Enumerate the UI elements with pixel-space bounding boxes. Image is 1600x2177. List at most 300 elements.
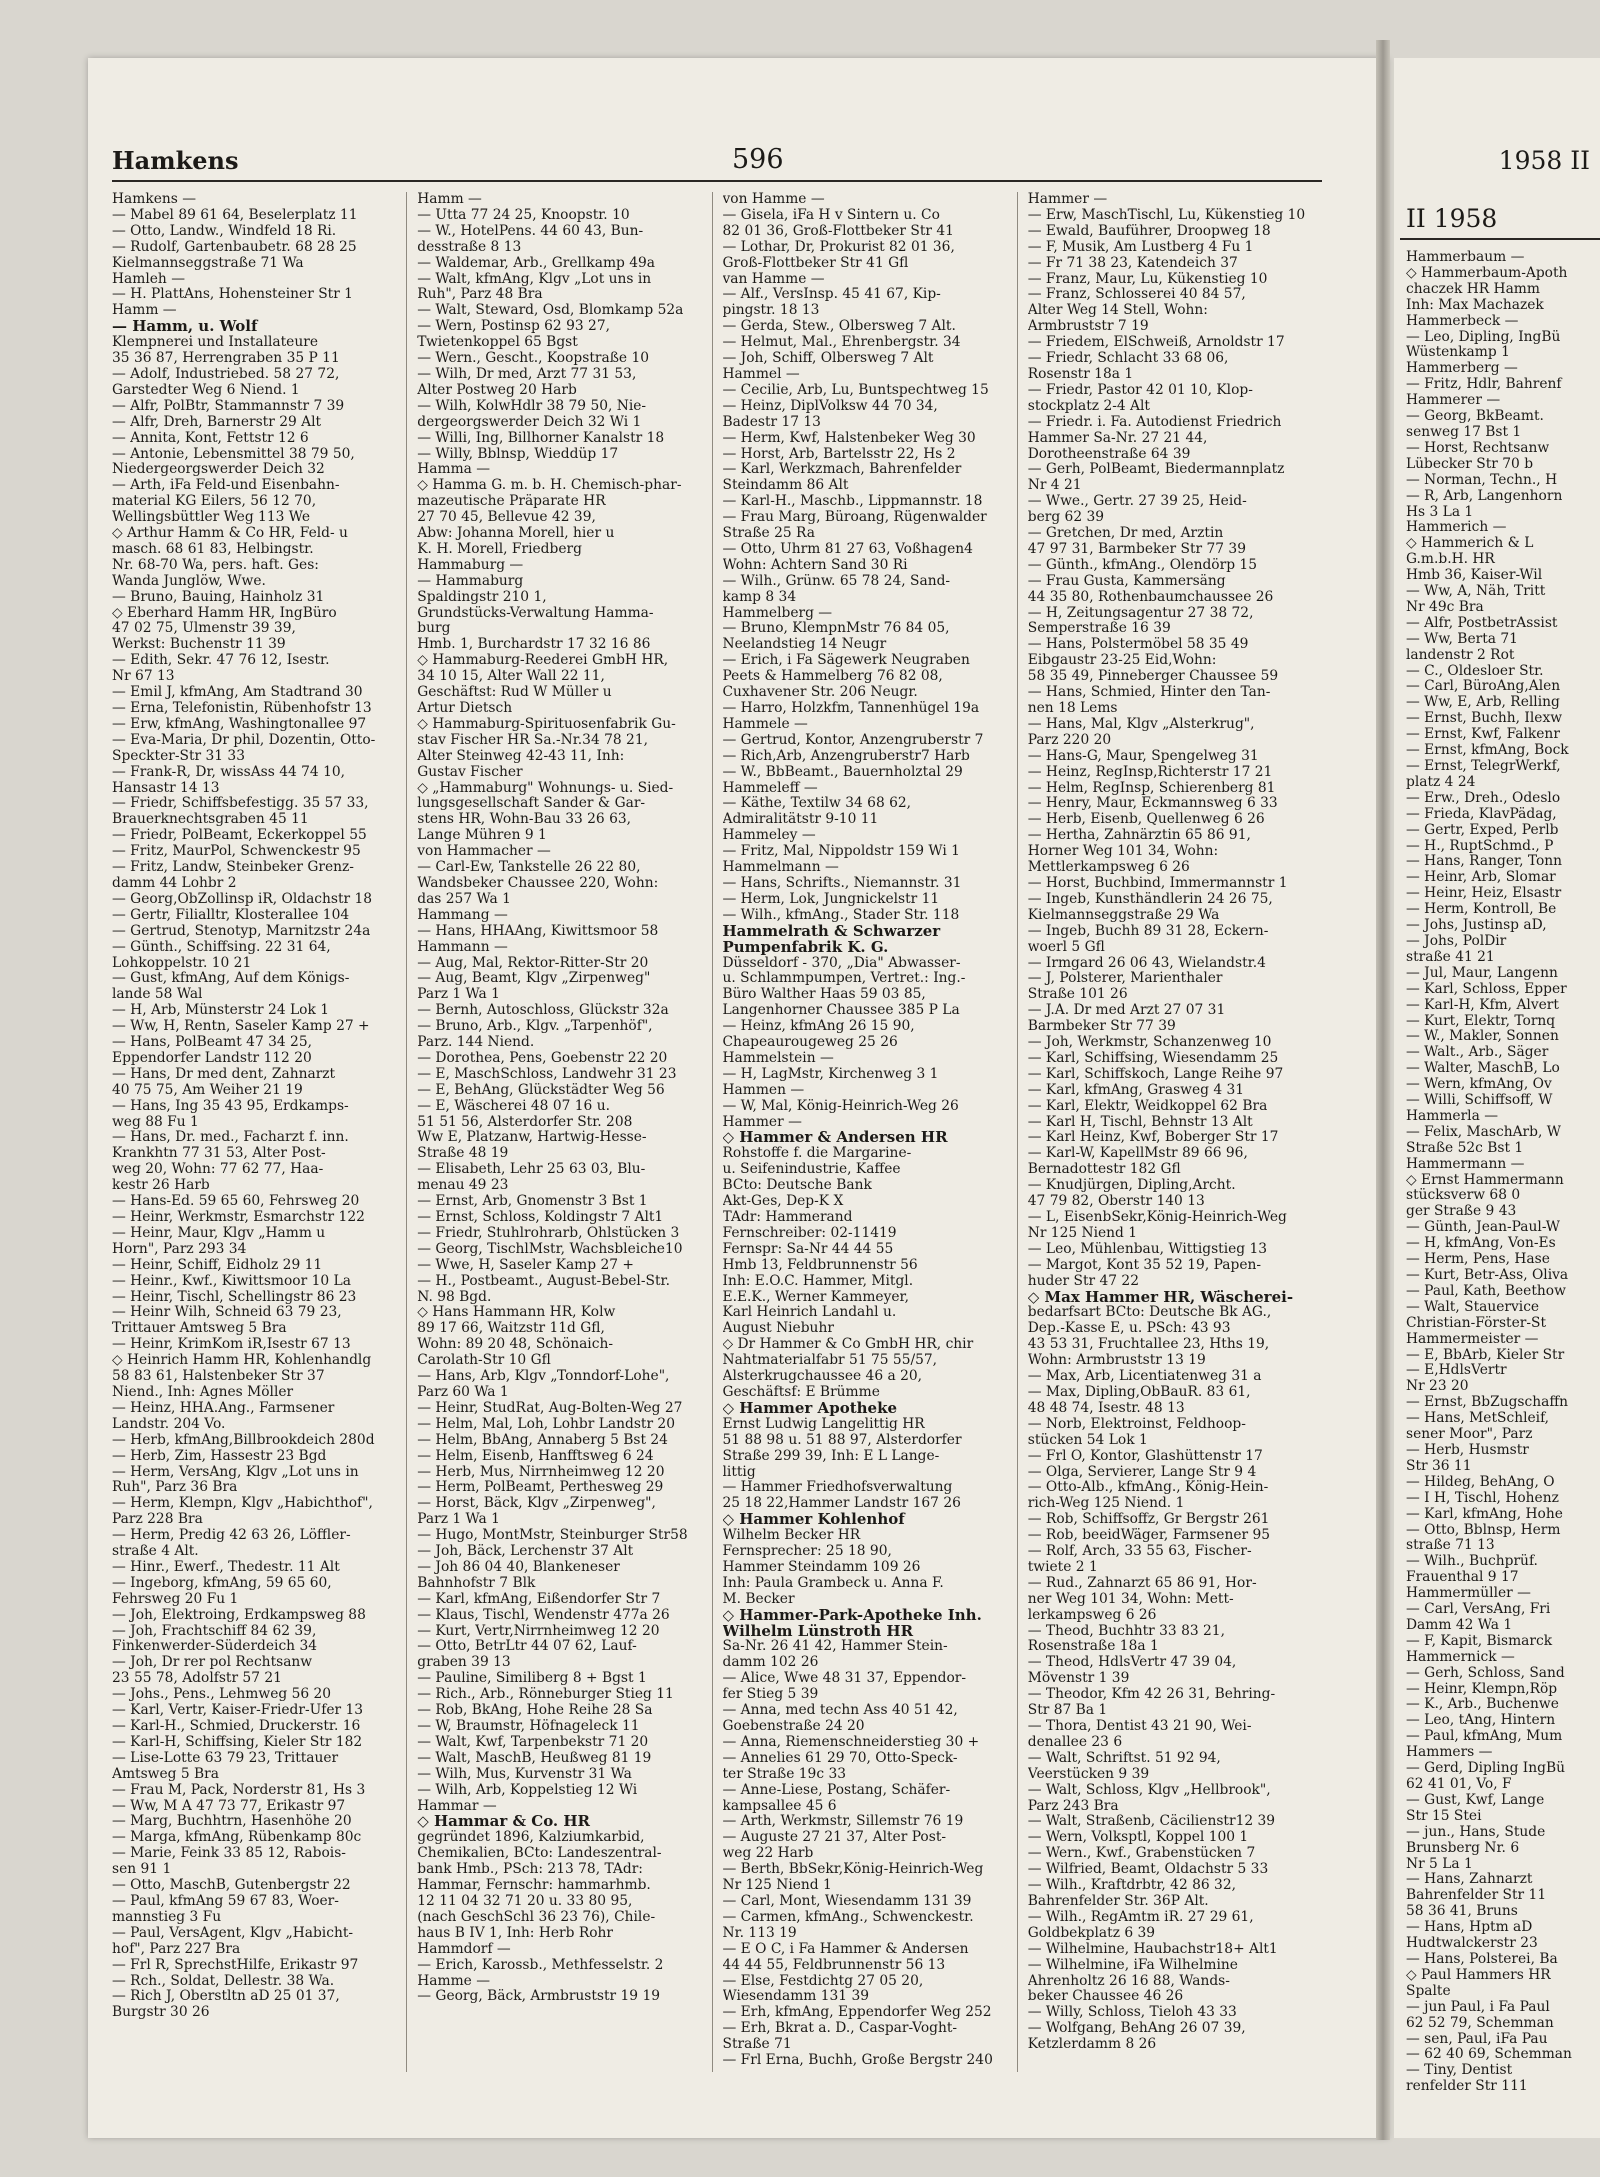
directory-entry: — Günth., Schiffsing. 22 31 64, — [112, 939, 331, 955]
directory-entry: Inh: Paula Grambeck u. Anna F. — [722, 1575, 944, 1591]
directory-entry: ◇ Max Hammer HR, Wäscherei- — [1027, 1289, 1294, 1306]
adjacent-entry: — Hans, Ranger, Tonn — [1406, 854, 1563, 870]
directory-entry: — Hammer Friedhofsverwaltung — [722, 1480, 953, 1496]
directory-entry: — Hans, Dr med dent, Zahnarzt — [112, 1066, 336, 1082]
adjacent-entry: — H, kfmAng, Von-Es — [1406, 1236, 1556, 1252]
directory-entry: — Hammaburg — [417, 573, 524, 589]
directory-entry: — Rich J, Oberstltn aD 25 01 37, — [112, 1989, 340, 2005]
directory-entry: — Karl, Vertr, Kaiser-Friedr-Ufer 13 — [112, 1703, 364, 1719]
directory-entry: — Hans, HHAAng, Kiwittsmoor 58 — [417, 923, 659, 939]
directory-entry: — Ingeb, Buchh 89 31 28, Eckern- — [1027, 923, 1269, 939]
directory-entry: Straße 101 26 — [1027, 987, 1128, 1003]
directory-entry: u. Seifenindustrie, Kaffee — [722, 1162, 901, 1178]
directory-entry: Dorotheenstraße 64 39 — [1027, 446, 1191, 462]
directory-entry: — Ingeborg, kfmAng, 59 65 60, — [112, 1575, 332, 1591]
directory-entry: — W., HotelPens. 44 60 43, Bun- — [417, 223, 644, 239]
adjacent-entry: — Willi, Schiffsoff, W — [1406, 1093, 1553, 1109]
adjacent-entry: sener Moor", Parz — [1406, 1427, 1533, 1443]
adjacent-entry: — Gertr, Exped, Perlb — [1406, 822, 1559, 838]
adjacent-entry: — Hildeg, BehAng, O — [1406, 1474, 1555, 1490]
directory-entry: Hammann — — [417, 939, 508, 955]
directory-entry: Parz 60 Wa 1 — [417, 1384, 509, 1400]
directory-entry: Hammar — — [417, 1798, 497, 1814]
directory-entry: — Rob, beeidWäger, Farmsener 95 — [1027, 1528, 1271, 1544]
directory-entry: — W., BbBeamt., Bauernholztal 29 — [722, 764, 963, 780]
directory-entry: — Erich, i Fa Sägewerk Neugraben — [722, 653, 970, 669]
directory-entry: — E, MaschSchloss, Landwehr 31 23 — [417, 1066, 677, 1082]
directory-entry: — H, Zeitungsagentur 27 38 72, — [1027, 605, 1254, 621]
directory-entry: Ketzlerdamm 8 26 — [1027, 2037, 1157, 2053]
adjacent-entry: — Heinr, Heiz, Elsastr — [1406, 886, 1562, 902]
directory-entry: Nr 125 Niend 1 — [1027, 1225, 1138, 1241]
directory-entry: Hammer Steindamm 109 26 — [722, 1559, 921, 1575]
directory-entry: Alsterkrugchaussee 46 a 20, — [722, 1369, 923, 1385]
directory-entry: — Klaus, Tischl, Wendenstr 477a 26 — [417, 1607, 670, 1623]
directory-entry: — Wilh., Grünw. 65 78 24, Sand- — [722, 573, 951, 589]
directory-entry: — Max, Arb, Licentiatenweg 31 a — [1027, 1369, 1262, 1385]
directory-entry: — Rich,Arb, Anzengruberstr7 Harb — [722, 748, 970, 764]
adjacent-entry: — Ww, E, Arb, Relling — [1406, 695, 1560, 711]
directory-entry: Carolath-Str 10 Gfl — [417, 1353, 551, 1369]
adjacent-entry: Wüstenkamp 1 — [1406, 345, 1510, 361]
directory-entry: Hamleh — — [112, 271, 185, 287]
directory-entry: Cuxhavener Str. 206 Neugr. — [722, 685, 918, 701]
directory-entry: — Karl-H., Maschb., Lippmannstr. 18 — [722, 494, 983, 510]
adjacent-entry: — F, Kapit, Bismarck — [1406, 1633, 1553, 1649]
directory-entry: — Karl-W, KapellMstr 89 66 96, — [1027, 1146, 1248, 1162]
directory-entry: 35 36 87, Herrengraben 35 P 11 — [112, 351, 340, 367]
adjacent-entry: — Tiny, Dentist — [1406, 2063, 1513, 2079]
directory-entry: — Fritz, MaurPol, Schwenckestr 95 — [112, 844, 361, 860]
directory-entry: 51 51 56, Alsterdorfer Str. 208 — [417, 1114, 633, 1130]
directory-entry: — Käthe, Textilw 34 68 62, — [722, 796, 912, 812]
directory-entry: — Herm, Klempn, Klgv „Habichthof", — [112, 1496, 373, 1512]
directory-entry: — Rich., Arb., Rönneburger Stieg 11 — [417, 1687, 674, 1703]
directory-entry: — Annelies 61 29 70, Otto-Speck- — [722, 1750, 958, 1766]
directory-entry: Ww E, Platzanw, Hartwig-Hesse- — [417, 1130, 647, 1146]
directory-entry: Badestr 17 13 — [722, 414, 821, 430]
directory-entry: — Kurt, Vertr,Nirrnheimweg 12 20 — [417, 1623, 660, 1639]
adjacent-entry: Hammermeister — — [1406, 1331, 1539, 1347]
directory-entry: desstraße 8 13 — [417, 239, 522, 255]
directory-entry: Straße 48 19 — [417, 1146, 509, 1162]
directory-entry: kestr 26 Harb — [112, 1178, 210, 1194]
directory-entry: — Thora, Dentist 43 21 90, Wei- — [1027, 1719, 1252, 1734]
adjacent-entry: — Otto, Bblnsp, Herm — [1406, 1522, 1561, 1538]
directory-entry: 48 48 74, Isestr. 48 13 — [1027, 1400, 1185, 1416]
directory-entry: — Karl, Elektr, Weidkoppel 62 Bra — [1027, 1098, 1268, 1114]
directory-entry: hof", Parz 227 Bra — [112, 1941, 241, 1957]
directory-entry: — Aug, Mal, Rektor-Ritter-Str 20 — [417, 955, 649, 971]
adjacent-entry: — Karl, Schloss, Epper — [1406, 981, 1567, 997]
directory-entry: E.E.K., Werner Kammeyer, — [722, 1289, 910, 1305]
directory-entry: pingstr. 18 13 — [722, 303, 820, 319]
directory-entry: — Olga, Servierer, Lange Str 9 4 — [1027, 1464, 1257, 1480]
directory-entry: 25 18 22,Hammer Landstr 167 26 — [722, 1496, 961, 1512]
directory-entry: denallee 23 6 — [1027, 1734, 1123, 1750]
directory-entry: kampsallee 45 6 — [722, 1798, 837, 1814]
directory-entry: — Carmen, kfmAng., Schwenckestr. — [722, 1909, 974, 1925]
directory-entry: Wohn: Armbruststr 13 19 — [1027, 1353, 1206, 1369]
directory-entry: Straße 299 39, Inh: E L Lange- — [722, 1448, 940, 1464]
directory-entry: — Gertrud, Stenotyp, Marnitzstr 24a — [112, 923, 371, 939]
directory-entry: Büro Walther Haas 59 03 85, — [722, 987, 926, 1003]
directory-entry: — Carl-Ew, Tankstelle 26 22 80, — [417, 860, 641, 876]
directory-entry: Admiralitätstr 9-10 11 — [722, 812, 879, 828]
adjacent-entry: stücksverw 68 0 — [1406, 1188, 1521, 1204]
directory-entry: — Walt, Kwf, Tarpenbekstr 71 20 — [417, 1734, 649, 1750]
adjacent-entry: — Ernst, TelegrWerkf, — [1406, 759, 1561, 774]
directory-entry: Straße 25 Ra — [722, 526, 815, 542]
directory-entry: Akt-Ges, Dep-K X — [722, 1194, 844, 1210]
directory-entry: 34 10 15, Alter Wall 22 11, — [417, 669, 605, 685]
adjacent-entry: Hammerich — — [1406, 520, 1507, 536]
directory-entry: — H., Postbeamt., August-Bebel-Str. — [417, 1273, 670, 1289]
directory-entry: Inh: E.O.C. Hammer, Mitgl. — [722, 1273, 914, 1289]
directory-entry: — Theod, HdlsVertr 47 39 04, — [1027, 1655, 1237, 1671]
directory-entry: Eibgaustr 23-25 Eid,Wohn: — [1027, 653, 1217, 669]
directory-entry: — Margot, Kont 35 52 19, Papen- — [1027, 1257, 1262, 1273]
directory-entry: Wilhelm Becker HR — [722, 1528, 861, 1544]
adjacent-entry: ◇ Paul Hammers HR — [1406, 1967, 1551, 1983]
directory-entry: — Alfr, PolBtr, Stammannstr 7 39 — [112, 398, 345, 414]
directory-entry: — Karl, Schiffskoch, Lange Reihe 97 — [1027, 1066, 1284, 1082]
directory-entry: — Otto, Landw., Windfeld 18 Ri. — [112, 223, 337, 239]
adjacent-entry: Hmb 36, Kaiser-Wil — [1406, 568, 1543, 584]
directory-entry: — Rob, Schiffsoffz, Gr Bergstr 261 — [1027, 1512, 1270, 1528]
directory-entry: Ernst Ludwig Langelittig HR — [722, 1416, 925, 1432]
directory-entry: — Wilfried, Beamt, Oldachstr 5 33 — [1027, 1862, 1269, 1878]
directory-entry: — Karl, kfmAng, Grasweg 4 31 — [1027, 1082, 1245, 1098]
directory-entry: — Erich, Karossb., Methfesselstr. 2 — [417, 1957, 664, 1973]
directory-entry: — Karl, Werkzmach, Bahrenfelder — [722, 462, 962, 478]
directory-entry: — E O C, i Fa Hammer & Andersen — [722, 1941, 969, 1957]
adjacent-entry: — sen, Paul, iFa Pau — [1406, 2031, 1548, 2047]
directory-entry: Dep.-Kasse E, u. PSch: 43 93 — [1027, 1321, 1231, 1337]
directory-entry: Wandsbeker Chaussee 220, Wohn: — [417, 875, 659, 891]
adjacent-entry: renfelder Str 111 — [1406, 2079, 1528, 2095]
adjacent-entry: — 62 40 69, Schemman — [1406, 2047, 1572, 2063]
directory-entry: 51 88 98 u. 51 88 97, Alsterdorfer — [722, 1432, 962, 1448]
directory-entry: Hammelstein — — [722, 1050, 834, 1066]
directory-entry: Amtsweg 5 Bra — [112, 1766, 219, 1782]
directory-entry: — Heinr, Schiff, Eidholz 29 11 — [112, 1257, 323, 1273]
directory-columns — [112, 192, 1322, 2072]
directory-entry: 40 75 75, Am Weiher 21 19 — [112, 1082, 303, 1098]
directory-entry: Horner Weg 101 34, Wohn: — [1027, 844, 1219, 860]
directory-entry: — Walt, MaschB, Heußweg 81 19 — [417, 1750, 652, 1766]
directory-entry: 43 53 31, Fruchtallee 23, Hths 19, — [1027, 1337, 1270, 1353]
adjacent-entry: — Ernst, BbZugschaffn — [1406, 1395, 1569, 1411]
directory-entry: — Walt, Schloss, Klgv „Hellbrook", — [1027, 1782, 1271, 1798]
directory-entry: Hammelrath & Schwarzer — [722, 923, 941, 940]
adjacent-page-header: II 1958 — [1406, 204, 1498, 233]
adjacent-entry: Str 36 11 — [1406, 1458, 1472, 1474]
directory-entry: — Frank-R, Dr, wissAss 44 74 10, — [112, 764, 346, 780]
directory-entry: — Willi, Ing, Billhorner Kanalstr 18 — [417, 430, 665, 446]
directory-entry: Wanda Junglöw, Wwe. — [112, 573, 266, 589]
directory-entry: — Ewald, Bauführer, Droopweg 18 — [1027, 223, 1271, 239]
adjacent-entry: — Hans, Zahnarzt — [1406, 1872, 1533, 1888]
directory-entry: Hammer — — [722, 1114, 802, 1130]
directory-entry: — Mabel 89 61 64, Beselerplatz 11 — [112, 207, 358, 223]
directory-entry: Langenhorner Chaussee 385 P La — [722, 1003, 960, 1019]
directory-entry: — Wilhelmine, Haubachstr18+ Alt1 — [1027, 1941, 1278, 1957]
column-2 — [417, 192, 712, 2072]
directory-entry: ◇ Hammer & Andersen HR — [722, 1130, 948, 1147]
directory-entry: Parz 243 Bra — [1027, 1798, 1119, 1814]
directory-entry: weg 22 Harb — [722, 1846, 814, 1862]
directory-entry: — Edith, Sekr. 47 76 12, Isestr. — [112, 653, 330, 669]
directory-entry: — Bruno, Bauing, Hainholz 31 — [112, 589, 325, 605]
adjacent-entry: — Alfr, PostbetrAssist — [1406, 615, 1558, 631]
directory-entry: ◇ Hammer Apotheke — [722, 1400, 898, 1417]
directory-entry: — Anna, Riemenschneiderstieg 30 + — [722, 1734, 980, 1750]
adjacent-entry: — Herm, Pens, Hase — [1406, 1252, 1550, 1268]
directory-entry: 44 35 80, Rothenbaumchaussee 26 — [1027, 589, 1274, 605]
directory-entry: von Hammacher — — [417, 844, 551, 860]
directory-entry: — Horst, Buchbind, Immermannstr 1 — [1027, 875, 1288, 891]
adjacent-entry: platz 4 24 — [1406, 774, 1476, 790]
directory-entry: — Frau Gusta, Kammersäng — [1027, 573, 1226, 589]
directory-entry: Veerstücken 9 39 — [1027, 1766, 1150, 1782]
directory-entry: Gustav Fischer — [417, 764, 523, 780]
directory-entry: stücken 54 Lok 1 — [1027, 1432, 1148, 1448]
directory-entry: Wohn: Achtern Sand 30 Ri — [722, 557, 908, 573]
adjacent-entry: — Walter, MaschB, Lo — [1406, 1061, 1560, 1077]
directory-entry: — Wilh., kfmAng., Stader Str. 118 — [722, 907, 960, 923]
directory-entry: Fernspr: Sa-Nr 44 44 55 — [722, 1241, 894, 1257]
directory-entry: Str 87 Ba 1 — [1027, 1703, 1108, 1719]
directory-entry: menau 49 23 — [417, 1178, 509, 1194]
directory-entry: — Fritz, Landw, Steinbeker Grenz- — [112, 860, 354, 876]
adjacent-entry: — jun Paul, i Fa Paul — [1406, 1999, 1550, 2015]
adjacent-entry: G.m.b.H. HR — [1406, 552, 1495, 568]
adjacent-entry: — Karl-H, Kfm, Alvert — [1406, 997, 1559, 1013]
edition-year: 1958 II — [1498, 146, 1590, 175]
directory-entry: — Friedr, PolBeamt, Eckerkoppel 55 — [112, 828, 367, 844]
directory-entry: huder Str 47 22 — [1027, 1273, 1139, 1289]
directory-entry: — Heinr., Kwf., Kiwittsmoor 10 La — [112, 1273, 351, 1289]
directory-entry: — Helm, BbAng, Annaberg 5 Bst 24 — [417, 1432, 668, 1448]
directory-entry: — Heinz, DiplVolksw 44 70 34, — [722, 398, 938, 414]
directory-entry: — Georg, Bäck, Armbruststr 19 19 — [417, 1989, 661, 2005]
directory-entry: — Marg, Buchhtrn, Hasenhöhe 20 — [112, 1814, 352, 1830]
directory-entry: — Hans, Schmied, Hinter den Tan- — [1027, 685, 1271, 701]
directory-entry: — Karl H, Tischl, Behnstr 13 Alt — [1027, 1114, 1253, 1130]
adjacent-entry: Spalte — [1406, 1983, 1451, 1999]
directory-entry: Düsseldorf - 370, „Dia" Abwasser- — [722, 955, 961, 971]
directory-entry: — Georg, TischlMstr, Wachsbleiche10 — [417, 1241, 683, 1257]
adjacent-entry: — Leo, Dipling, IngBü — [1406, 329, 1561, 345]
directory-entry: — Joh, Elektroing, Erdkampsweg 88 — [112, 1607, 366, 1623]
directory-entry: — Helm, RegInsp, Schierenberg 81 — [1027, 780, 1276, 796]
directory-entry: — Frau Marg, Büroang, Rügenwalder — [722, 510, 987, 526]
adjacent-entry: — Jul, Maur, Langenn — [1406, 965, 1558, 981]
directory-entry: — Wern., Gescht., Koopstraße 10 — [417, 351, 650, 367]
directory-entry: — Wilhelmine, iFa Wilhelmine — [1027, 1957, 1238, 1973]
adjacent-page-text — [1406, 250, 1600, 2095]
directory-entry: — Alfr, Dreh, Barnerstr 29 Alt — [112, 414, 322, 430]
directory-entry: Burgstr 30 26 — [112, 2005, 210, 2021]
directory-entry: Hamma — — [417, 462, 491, 478]
directory-entry: Twietenkoppel 65 Bgst — [417, 335, 578, 351]
directory-entry: Hammeley — — [722, 828, 816, 844]
column-1 — [112, 192, 407, 2072]
directory-entry: von Hamme — — [722, 192, 825, 207]
directory-entry: — Gerda, Stew., Olbersweg 7 Alt. — [722, 319, 956, 335]
directory-entry: — J, Polsterer, Marienthaler — [1027, 971, 1223, 987]
adjacent-entry: — Fritz, Hdlr, Bahrenf — [1406, 377, 1562, 393]
directory-entry: 58 83 61, Halstenbeker Str 37 — [112, 1369, 325, 1385]
directory-entry: — Herm, PolBeamt, Perthesweg 29 — [417, 1480, 664, 1496]
directory-entry: Spaldingstr 210 1, — [417, 589, 547, 605]
adjacent-entry: straße 41 21 — [1406, 949, 1495, 965]
directory-entry: Hammdorf — — [417, 1941, 511, 1957]
directory-entry: straße 4 Alt. — [112, 1544, 199, 1560]
directory-entry: Hmb. 1, Burchardstr 17 32 16 86 — [417, 637, 651, 653]
directory-entry: — Frau M, Pack, Norderstr 81, Hs 3 — [112, 1782, 366, 1798]
directory-entry: N. 98 Bgd. — [417, 1289, 492, 1305]
directory-entry: — Frl O, Kontor, Glashüttenstr 17 — [1027, 1448, 1263, 1464]
directory-entry: Barmbeker Str 77 39 — [1027, 1019, 1176, 1035]
directory-entry: — Heinr, StudRat, Aug-Bolten-Weg 27 — [417, 1400, 683, 1416]
directory-entry: Krankhtn 77 31 53, Alter Post- — [112, 1146, 326, 1162]
directory-entry: — Joh, Frachtschiff 84 62 39, — [112, 1623, 317, 1639]
directory-entry: Trittauer Amtsweg 5 Bra — [112, 1321, 287, 1337]
adjacent-entry: — Paul, kfmAng, Mum — [1406, 1729, 1563, 1745]
adjacent-entry: Hammerberg — — [1406, 361, 1518, 377]
directory-entry: — Theodor, Kfm 42 26 31, Behring- — [1027, 1687, 1276, 1703]
directory-entry: Alter Steinweg 42-43 11, Inh: — [417, 748, 625, 764]
directory-entry: — Rch., Soldat, Dellestr. 38 Wa. — [112, 1973, 335, 1989]
directory-entry: Parz. 144 Niend. — [417, 1035, 535, 1051]
directory-entry: Wiesendamm 131 39 — [722, 1989, 870, 2005]
directory-entry: Fernsprecher: 25 18 90, — [722, 1544, 892, 1560]
directory-entry: gegründet 1896, Kalziumkarbid, — [417, 1830, 645, 1846]
directory-entry: Eppendorfer Landstr 112 20 — [112, 1050, 312, 1066]
directory-entry: Nr 4 21 — [1027, 478, 1082, 494]
directory-entry: — E, BehAng, Glückstädter Weg 56 — [417, 1082, 665, 1098]
adjacent-entry: — Paul, Kath, Beethow — [1406, 1283, 1566, 1299]
directory-entry: — Pauline, Similiberg 8 + Bgst 1 — [417, 1671, 647, 1687]
directory-entry: — Max, Dipling,ObBauR. 83 61, — [1027, 1384, 1251, 1400]
adjacent-entry: — Ww, Berta 71 — [1406, 631, 1518, 647]
directory-entry: — Johs., Pens., Lehmweg 56 20 — [112, 1687, 332, 1703]
directory-entry: — Walt, Steward, Osd, Blomkamp 52a — [417, 303, 684, 319]
directory-entry: Semperstraße 16 39 — [1027, 621, 1171, 637]
adjacent-entry: — K., Arb., Buchenwe — [1406, 1697, 1559, 1713]
directory-entry: bedarfsart BCto: Deutsche Bk AG., — [1027, 1305, 1272, 1321]
adjacent-entry: — Hans, Polsterei, Ba — [1406, 1951, 1558, 1967]
directory-entry: Karl Heinrich Landahl u. — [722, 1305, 897, 1321]
directory-entry: — Herb, kfmAng,Billbrookdeich 280d — [112, 1432, 375, 1448]
directory-entry: — Walt, kfmAng, Klgv „Lot uns in — [417, 271, 652, 287]
directory-entry: Rosenstraße 18a 1 — [1027, 1639, 1159, 1655]
directory-entry: — Herm, Kwf, Halstenbeker Weg 30 — [722, 430, 976, 446]
directory-entry: Hansastr 14 13 — [112, 780, 220, 796]
directory-entry: Niedergeorgswerder Deich 32 — [112, 462, 325, 478]
directory-entry: Artur Dietsch — [417, 701, 513, 716]
adjacent-entry: — I H, Tischl, Hohenz — [1406, 1490, 1559, 1506]
directory-entry: ◇ Heinrich Hamm HR, Kohlenhandlg — [112, 1353, 372, 1369]
directory-entry: — Herm, VersAng, Klgv „Lot uns in — [112, 1464, 359, 1480]
directory-entry: — Hamm, u. Wolf — [112, 319, 258, 336]
directory-entry: Horn", Parz 293 34 — [112, 1241, 247, 1257]
directory-entry: — Frl Erna, Buchh, Große Bergstr 240 — [722, 2053, 993, 2069]
directory-entry: ter Straße 19c 33 — [722, 1766, 846, 1782]
directory-entry: Wohn: 89 20 48, Schönaich- — [417, 1337, 613, 1353]
directory-entry: — Hinr., Ewerf., Thedestr. 11 Alt — [112, 1559, 340, 1575]
adjacent-entry: Hammers — — [1406, 1745, 1493, 1761]
directory-entry: mazeutische Präparate HR — [417, 494, 606, 510]
directory-entry: Speckter-Str 31 33 — [112, 748, 245, 764]
adjacent-entry: ◇ Hammerbaum-Apoth — [1406, 265, 1568, 281]
directory-entry: — Karl, Schiffsing, Wiesendamm 25 — [1027, 1050, 1279, 1066]
directory-entry: — Adolf, Industriebed. 58 27 72, — [112, 366, 340, 382]
directory-entry: — Otto-Alb., kfmAng., König-Hein- — [1027, 1480, 1269, 1496]
directory-entry: Finkenwerder-Süderdeich 34 — [112, 1639, 317, 1655]
adjacent-entry: — Ernst, Kwf, Falkenr — [1406, 727, 1560, 743]
adjacent-entry: — Herb, Husmstr — [1406, 1442, 1529, 1458]
directory-entry: stockplatz 2-4 Alt — [1027, 398, 1150, 414]
adjacent-entry: — Hans, Hptm aD — [1406, 1920, 1533, 1936]
adjacent-entry: 62 52 79, Schemman — [1406, 2015, 1554, 2031]
directory-entry: — Wolfgang, BehAng 26 07 39, — [1027, 2021, 1246, 2037]
adjacent-entry: Inh: Max Machazek — [1406, 297, 1544, 313]
adjacent-entry: — Heinr, Klempn,Röp — [1406, 1681, 1558, 1697]
directory-entry: — Herm, Lok, Jungnickelstr 11 — [722, 891, 940, 907]
adjacent-entry: — Georg, BkBeamt. — [1406, 409, 1544, 425]
directory-entry: Goldbekplatz 6 39 — [1027, 1925, 1156, 1941]
directory-entry: — Hans, Schrifts., Niemannstr. 31 — [722, 875, 962, 891]
directory-entry: — Georg,ObZollinsp iR, Oldachstr 18 — [112, 891, 373, 907]
directory-entry: Werkst: Buchenstr 11 39 — [112, 637, 286, 653]
directory-entry: Sa-Nr. 26 41 42, Hammer Stein- — [722, 1639, 948, 1655]
directory-entry: — H. PlattAns, Hohensteiner Str 1 — [112, 287, 353, 303]
directory-entry: — Otto, Uhrm 81 27 63, Voßhagen4 — [722, 541, 973, 557]
directory-entry: — Wilh, Mus, Kurvenstr 31 Wa — [417, 1766, 632, 1782]
directory-entry: — Heinz, HHA.Ang., Farmsener — [112, 1400, 335, 1416]
directory-entry: — Annita, Kont, Fettstr 12 6 — [112, 430, 309, 446]
adjacent-entry: 58 36 41, Bruns — [1406, 1904, 1518, 1920]
directory-entry: damm 102 26 — [722, 1655, 819, 1671]
directory-entry: — Joh, Werkmstr, Schanzenweg 10 — [1027, 1035, 1272, 1051]
directory-entry: Hammelberg — — [722, 605, 833, 621]
directory-entry: fer Stieg 5 39 — [722, 1687, 819, 1703]
directory-entry: ner Weg 101 34, Wohn: Mett- — [1027, 1591, 1234, 1607]
directory-entry: Chemikalien, BCto: Landeszentral- — [417, 1846, 662, 1862]
directory-entry: — L, EisenbSekr,König-Heinrich-Weg — [1027, 1210, 1287, 1225]
directory-entry: — Norb, Elektroinst, Feldhoop- — [1027, 1416, 1246, 1432]
directory-entry: Parz 1 Wa 1 — [417, 1512, 500, 1528]
directory-entry: — Rud., Zahnarzt 65 86 91, Hor- — [1027, 1575, 1257, 1591]
directory-entry: — Helm, Mal, Loh, Lohbr Landstr 20 — [417, 1416, 675, 1432]
adjacent-entry: ger Straße 9 43 — [1406, 1204, 1517, 1220]
directory-entry: — Walt, Schriftst. 51 92 94, — [1027, 1750, 1221, 1766]
directory-entry: 89 17 66, Waitzstr 11d Gfl, — [417, 1321, 605, 1337]
adjacent-entry: — Horst, Rechtsanw — [1406, 440, 1550, 456]
directory-entry: — Karl, kfmAng, Eißendorfer Str 7 — [417, 1591, 661, 1607]
adjacent-page — [1394, 58, 1600, 2138]
adjacent-entry: — Ww, A, Näh, Tritt — [1406, 584, 1546, 600]
directory-entry: Peets & Hammelberg 76 82 08, — [722, 669, 943, 685]
adjacent-entry: — Erw., Dreh., Odeslo — [1406, 790, 1561, 806]
directory-entry: — Friedr, Stuhlrohrarb, Ohlstücken 3 — [417, 1225, 680, 1241]
directory-entry: — Alf., VersInsp. 45 41 67, Kip- — [722, 287, 941, 303]
directory-entry: — Heinr, Tischl, Schellingstr 86 23 — [112, 1289, 357, 1305]
adjacent-entry: Hammermüller — — [1406, 1586, 1531, 1602]
